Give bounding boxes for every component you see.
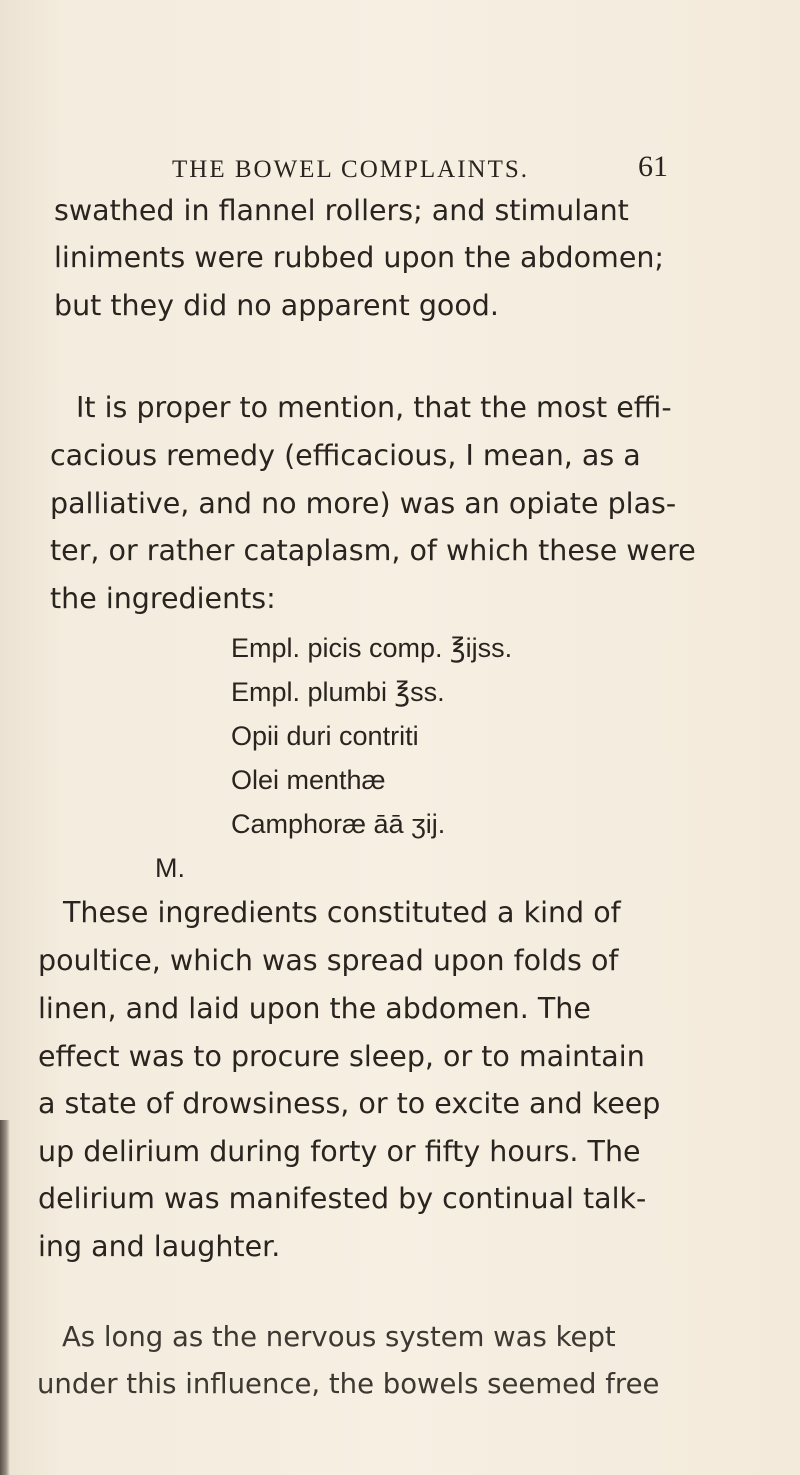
text-line: linen, and laid upon the abdomen. The [38, 992, 591, 1025]
text-line: effect was to procure sleep, or to maintain [38, 1040, 645, 1073]
text-line: delirium was manifested by continual talk- [38, 1182, 647, 1215]
page-edge-shadow [0, 1120, 10, 1475]
text-line: liniments were rubbed upon the abdomen; [54, 241, 665, 274]
prescription-line: Empl. plumbi ℥ss. [231, 677, 445, 707]
page-header [0, 150, 800, 190]
text-line: These ingredients constituted a kind of [63, 896, 621, 929]
text-line: a state of drowsiness, or to excite and keep [38, 1087, 661, 1120]
text-line: cacious remedy (efficacious, I mean, as a [50, 439, 641, 472]
prescription-line: Camphoræ āā ʒij. [231, 809, 446, 839]
text-line: It is proper to mention, that the most effi- [76, 391, 672, 424]
prescription-line: M. [155, 853, 185, 883]
text-line: As long as the nervous system was kept [62, 1321, 616, 1353]
text-line: up delirium during forty or fifty hours. The [38, 1135, 641, 1168]
prescription-line: Empl. picis comp. ℥ijss. [231, 633, 513, 663]
text-line: the ingredients: [50, 582, 276, 615]
text-line: under this influence, the bowels seemed free [37, 1368, 660, 1400]
text-line: ter, or rather cataplasm, of which these were [50, 534, 696, 567]
running-head: THE BOWEL COMPLAINTS. [172, 156, 530, 183]
text-line: swathed in flannel rollers; and stimulant [54, 194, 629, 227]
text-line: but they did no apparent good. [54, 289, 499, 322]
page-number: 61 [638, 150, 668, 183]
prescription-line: Opii duri contriti [231, 721, 419, 751]
text-line: poultice, which was spread upon folds of [38, 944, 619, 977]
prescription-line: Olei menthæ [231, 765, 386, 795]
text-line: ing and laughter. [38, 1230, 281, 1263]
text-line: palliative, and no more) was an opiate plas- [50, 487, 677, 520]
